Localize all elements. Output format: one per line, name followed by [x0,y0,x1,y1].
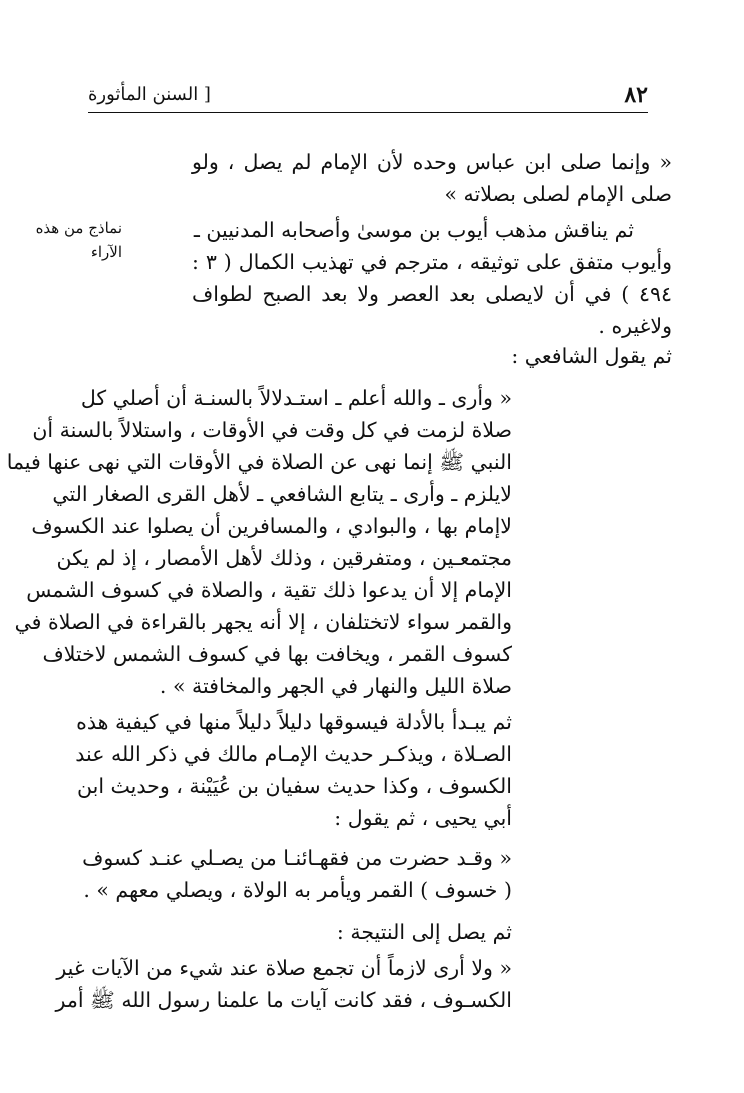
text-line: والقمر سواء لاتختلفان ، إلا أنه يجهر بالقراءة في الصلاة في [14,610,512,634]
text-line: النبي ﷺ إنما نهى عن الصلاة في الأوقات التي نهى عنها فيما [6,450,512,474]
page-header [88,82,648,113]
text-line: وأيوب متفق على توثيقه ، مترجم في تهذيب الكمال ( ٣ : [192,250,672,274]
text-line: لايلزم ـ وأرى ـ يتابع الشافعي ـ لأهل القرى الصغار التي [52,482,512,506]
text-line: الصـلاة ، ويذكـر حديث الإمـام مالك في ذكر الله عند [75,742,512,766]
text-line: ثم يناقش مذهب أيوب بن موسىٰ وأصحابه المدنيين ـ [193,218,634,242]
text-line: لاإمام بها ، والبوادي ، والمسافرين أن يصلوا عند الكسوف [31,514,512,538]
text-line: الكسـوف ، فقد كانت آيات ما علمنا رسول الله ﷺ أمر [55,988,512,1012]
text-line: « وأرى ـ والله أعلم ـ استـدلالاً بالسنـة أن أصلي كل [80,386,512,410]
text-line: ثم يصل إلى النتيجة : [336,920,512,944]
text-line: الإمام إلا أن يدعوا ذلك تقية ، والصلاة في كسوف الشمس [26,578,512,602]
text-line: « ولا أرى لازماً أن تجمع صلاة عند شيء من الآيات غير [56,956,512,980]
margin-note-line: الآراء [90,243,122,261]
text-line: مجتمعـين ، ومتفرقين ، وذلك لأهل الأمصار ، إذ لم يكن [56,546,512,570]
text-line: ( خسوف ) القمر ويأمر به الولاة ، ويصلي معهم » . [83,878,512,902]
text-line: صلاة لزمت في كل وقت في الأوقات ، واستلالاً بالسنة أن [32,418,512,442]
text-line: ولاغيره . [598,314,672,338]
running-title: [ السنن المأثورة [88,84,211,105]
text-line: صلى الإمام لصلى بصلاته » [444,182,672,206]
text-line: ثم يبـدأ بالأدلة فيسوقها دليلاً دليلاً منها في كيفية هذه [76,710,512,734]
page-number: ٨٢ [624,82,648,108]
text-line: صلاة الليل والنهار في الجهر والمخافتة » . [159,674,512,698]
text-line: « وقـد حضرت من فقهـائنـا من يصـلي عنـد كسوف [82,846,512,870]
margin-note [32,216,122,264]
text-line: أبي يحيى ، ثم يقول : [334,806,512,830]
text-line: « وإنما صلى ابن عباس وحده لأن الإمام لم يصل ، ولو [192,150,672,174]
text-line: ٤٩٤ ) في أن لايصلى بعد العصر ولا بعد الصبح لطواف [192,282,672,306]
text-line: كسوف القمر ، ويخافت بها في كسوف الشمس لاختلاف [42,642,512,666]
text-line: الكسوف ، وكذا حديث سفيان بن عُيَيْنة ، وحديث ابن [77,774,512,798]
text-line: ثم يقول الشافعي : [511,344,672,368]
margin-note-line: نماذج من هذه [35,219,122,237]
